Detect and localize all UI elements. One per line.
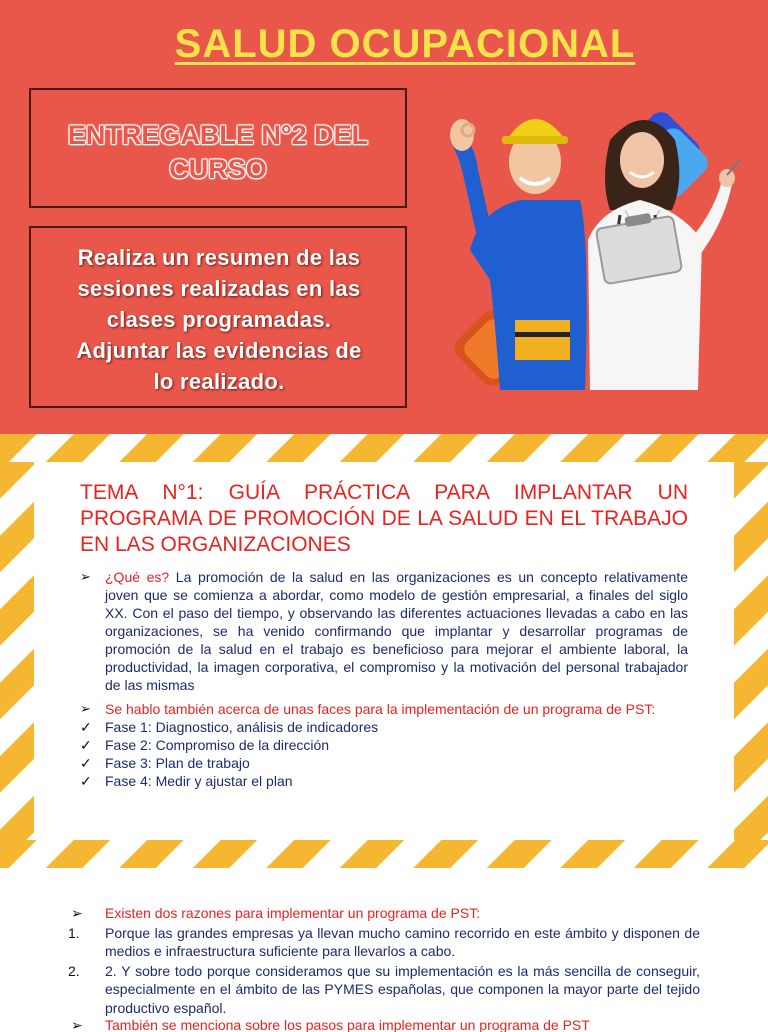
section-tema-1 <box>80 480 688 790</box>
que-es-paragraph <box>105 568 688 694</box>
bullet-razones-intro <box>68 904 700 923</box>
instructions-line: Realiza un resumen de las <box>77 245 361 270</box>
bullet-que-es <box>80 568 688 694</box>
cut-off-text: También se menciona sobre los pasos para implementar un programa de PST <box>105 1017 590 1032</box>
razones-intro-text: Existen dos razones para implementar un programa de PST: <box>105 905 481 921</box>
health-workers-illustration <box>440 100 740 400</box>
phase-text: Fase 1: Diagnostico, análisis de indicadores <box>105 719 379 735</box>
instructions-text <box>37 242 401 397</box>
page-title: SALUD OCUPACIONAL <box>174 22 636 66</box>
phase-text: Fase 3: Plan de trabajo <box>105 755 250 771</box>
arrow-bullet-icon: ➢ <box>80 701 91 716</box>
checkmark-icon: ✓ <box>80 737 92 753</box>
numbered-item <box>68 924 700 961</box>
bullet-phases-intro <box>80 700 688 718</box>
deliverable-title-line-1: ENTREGABLE N°2 DEL <box>67 120 369 150</box>
que-es-label: ¿Qué es? <box>105 569 170 585</box>
arrow-bullet-icon: ➢ <box>80 569 91 584</box>
item-text: 2. Y sobre todo porque consideramos que su implementación es la más sencilla de conseguir, especialmente en el ámbito de las PYMES españolas, que componen la mayor parte del tejido productivo español. <box>105 962 700 1016</box>
hazard-stripe-right <box>734 462 768 840</box>
arrow-bullet-icon: ➢ <box>71 905 83 921</box>
deliverable-title <box>31 118 405 186</box>
phase-text: Fase 4: Medir y ajustar el plan <box>105 773 293 789</box>
item-number: 2. <box>68 962 80 979</box>
hazard-stripe-top <box>0 434 768 462</box>
item-text: Porque las grandes empresas ya llevan mucho camino recorrido en este ámbito y disponen de medios e infraestructura suficiente para llevarlos a cabo. <box>105 924 700 959</box>
phase-text: Fase 2: Compromiso de la dirección <box>105 737 330 753</box>
instructions-line: sesiones realizadas en las <box>77 276 361 301</box>
numbered-item <box>68 962 700 1018</box>
phase-item <box>80 772 688 790</box>
hazard-stripe-left <box>0 462 34 840</box>
checkmark-icon: ✓ <box>80 773 92 789</box>
instructions-line: Adjuntar las evidencias de <box>76 338 362 363</box>
cut-off-bullet <box>68 1016 700 1032</box>
arrow-bullet-icon: ➢ <box>71 1017 83 1032</box>
item-number: 1. <box>68 924 80 941</box>
instructions-line: lo realizado. <box>153 369 285 394</box>
hazard-stripe-middle <box>0 840 768 868</box>
tema-heading: TEMA N°1: GUÍA PRÁCTICA PARA IMPLANTAR UN PROGRAMA DE PROMOCIÓN DE LA SALUD EN EL TRABAJO EN LAS ORGANIZACIONES <box>80 481 688 556</box>
instructions-box <box>29 226 407 408</box>
deliverable-title-line-2: CURSO <box>169 154 267 184</box>
deliverable-box <box>29 88 407 208</box>
instructions-line: clases programadas. <box>106 307 332 332</box>
header-banner <box>0 0 768 434</box>
section-razones <box>68 904 700 1018</box>
phase-item <box>80 718 688 736</box>
phase-item <box>80 754 688 772</box>
checkmark-icon: ✓ <box>80 755 92 771</box>
phases-intro-text: Se hablo también acerca de unas faces para la implementación de un programa de PST: <box>105 701 656 717</box>
que-es-text: La promoción de la salud en las organizaciones es un concepto relativamente joven que se comienza a abordar, como modelo de gestión empresarial, a finales del siglo XX. Con el paso del tiempo, y observando las diferentes actuaciones llevadas a cabo en las organizaciones, se ha venido confirmando que implantar y desarrollar programas de promoción de la salud en el trabajo es beneficioso para mejorar el ambiente laboral, la productividad, la imagen corporativa, el compromiso y la motivación del personal trabajador de las mismas <box>105 569 688 693</box>
phase-item <box>80 736 688 754</box>
checkmark-icon: ✓ <box>80 719 92 735</box>
